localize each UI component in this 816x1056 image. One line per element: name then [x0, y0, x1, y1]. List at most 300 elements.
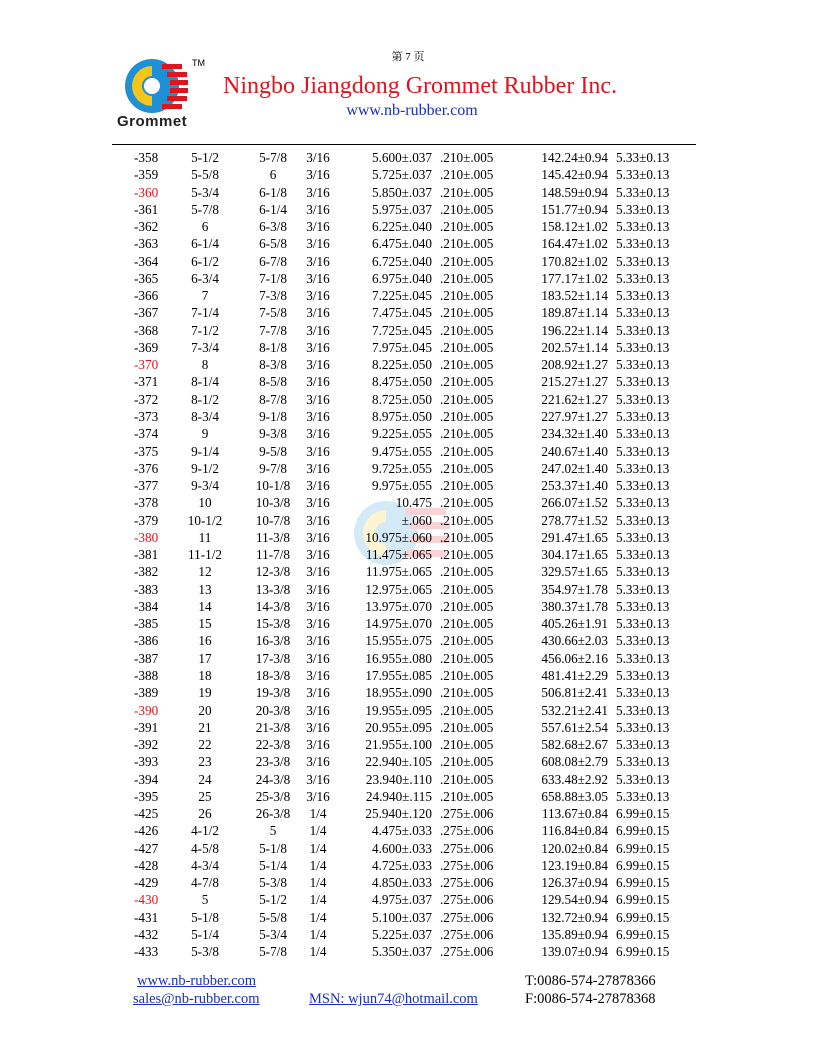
row-cross-section-mm: 5.33±0.13: [616, 236, 670, 252]
row-id-decimal: 4.725±.033: [372, 857, 432, 873]
table-row: [0, 235, 816, 252]
row-cross-section-mm: 5.33±0.13: [616, 771, 670, 787]
row-width-inch: 3/16: [306, 426, 330, 442]
row-inner-diameter-inch: 5-5/8: [191, 167, 219, 183]
row-inner-diameter-inch: 8-1/4: [191, 374, 219, 390]
row-outer-diameter-inch: 8-3/8: [259, 357, 287, 373]
row-width-inch: 3/16: [306, 270, 330, 286]
row-id-mm: 658.88±3.05: [541, 788, 608, 804]
row-id-decimal: 19.955±.095: [365, 702, 432, 718]
row-inner-diameter-inch: 6: [201, 219, 209, 235]
row-cross-section-mm: 5.33±0.13: [616, 253, 670, 269]
row-width-inch: 3/16: [306, 443, 330, 459]
row-cross-section-mm: 5.33±0.13: [616, 754, 670, 770]
table-row: [0, 943, 816, 960]
row-id-mm: 380.37±1.78: [541, 598, 608, 614]
row-cross-section-mm: 5.33±0.13: [616, 426, 670, 442]
table-row: [0, 339, 816, 356]
row-id-decimal: 9.725±.055: [372, 460, 432, 476]
row-width-inch: 3/16: [306, 616, 330, 632]
row-id-decimal: 6.975±.040: [372, 270, 432, 286]
row-width-inch: 1/4: [309, 926, 327, 942]
row-id-mm: 116.84±0.84: [541, 823, 608, 839]
row-inner-diameter-inch: 4-5/8: [191, 840, 219, 856]
row-cross-section-inch: .275±.006: [440, 944, 494, 960]
row-id-decimal: 7.725±.045: [372, 322, 432, 338]
row-id-mm: 405.26±1.91: [541, 616, 608, 632]
row-cross-section-mm: 5.33±0.13: [616, 702, 670, 718]
row-part-number: -381: [134, 547, 159, 563]
row-id-decimal: 15.955±.075: [365, 633, 432, 649]
row-inner-diameter-inch: 14: [198, 598, 212, 614]
row-cross-section-inch: .210±.005: [440, 737, 494, 753]
row-cross-section-inch: .210±.005: [440, 184, 494, 200]
table-row: [0, 563, 816, 580]
row-inner-diameter-inch: 8-3/4: [191, 408, 219, 424]
row-cross-section-inch: .210±.005: [440, 702, 494, 718]
row-cross-section-mm: 5.33±0.13: [616, 495, 670, 511]
table-row: [0, 702, 816, 719]
footer-msn-link[interactable]: MSN: wjun74@hotmail.com: [309, 991, 478, 1007]
row-cross-section-inch: .210±.005: [440, 391, 494, 407]
row-width-inch: 1/4: [309, 806, 327, 822]
row-part-number: -383: [134, 581, 159, 597]
table-row: [0, 287, 816, 304]
row-width-inch: 1/4: [309, 892, 327, 908]
row-id-mm: 142.24±0.94: [541, 150, 608, 165]
row-cross-section-inch: .210±.005: [440, 478, 494, 494]
footer-telephone: T:0086-574-27878366: [525, 973, 656, 989]
oring-size-table: [0, 149, 816, 960]
row-cross-section-inch: .210±.005: [440, 305, 494, 321]
row-part-number: -366: [134, 288, 159, 304]
table-row: [0, 184, 816, 201]
row-cross-section-mm: 5.33±0.13: [616, 167, 670, 183]
row-inner-diameter-inch: 9-1/4: [191, 443, 219, 459]
table-row: [0, 149, 816, 166]
row-cross-section-inch: .210±.005: [440, 374, 494, 390]
row-inner-diameter-inch: 8: [201, 357, 209, 373]
table-row: [0, 391, 816, 408]
row-inner-diameter-inch: 24: [198, 771, 212, 787]
row-id-decimal: ±.060: [401, 512, 432, 528]
row-outer-diameter-inch: 24-3/8: [255, 771, 291, 787]
row-outer-diameter-inch: 23-3/8: [255, 754, 291, 770]
row-outer-diameter-inch: 17-3/8: [255, 650, 291, 666]
row-inner-diameter-inch: 11-1/2: [188, 547, 222, 563]
row-id-mm: 123.19±0.84: [541, 857, 608, 873]
row-width-inch: 1/4: [309, 857, 327, 873]
row-width-inch: 3/16: [306, 478, 330, 494]
row-cross-section-mm: 6.99±0.15: [616, 857, 670, 873]
table-row: [0, 253, 816, 270]
row-outer-diameter-inch: 5-3/4: [259, 926, 287, 942]
table-row: [0, 166, 816, 183]
row-outer-diameter-inch: 18-3/8: [255, 667, 291, 683]
row-width-inch: 3/16: [306, 667, 330, 683]
header-divider: [112, 144, 696, 145]
row-id-decimal: 8.225±.050: [372, 357, 432, 373]
row-id-decimal: 22.940±.105: [365, 754, 432, 770]
row-part-number: -432: [134, 926, 159, 942]
row-width-inch: 3/16: [306, 460, 330, 476]
table-row: [0, 581, 816, 598]
row-outer-diameter-inch: 7-1/8: [259, 270, 287, 286]
row-part-number: -395: [134, 788, 159, 804]
row-width-inch: 3/16: [306, 702, 330, 718]
row-cross-section-mm: 5.33±0.13: [616, 219, 670, 235]
row-outer-diameter-inch: 6-1/4: [259, 201, 287, 217]
row-width-inch: 3/16: [306, 357, 330, 373]
row-part-number: -429: [134, 875, 159, 891]
footer-email-link[interactable]: sales@nb-rubber.com: [133, 991, 260, 1007]
row-id-decimal: 5.975±.037: [372, 201, 432, 217]
row-id-decimal: 4.850±.033: [372, 875, 432, 891]
row-id-decimal: 6.725±.040: [372, 253, 432, 269]
row-id-decimal: 7.975±.045: [372, 339, 432, 355]
row-inner-diameter-inch: 20: [198, 702, 212, 718]
row-id-mm: 158.12±1.02: [541, 219, 608, 235]
row-inner-diameter-inch: 5-1/2: [191, 150, 219, 165]
row-id-decimal: 8.975±.050: [372, 408, 432, 424]
row-part-number: -368: [134, 322, 159, 338]
row-width-inch: 3/16: [306, 495, 330, 511]
row-id-mm: 177.17±1.02: [541, 270, 608, 286]
trademark-mark: TM: [192, 58, 205, 68]
row-width-inch: 3/16: [306, 150, 330, 165]
row-inner-diameter-inch: 4-7/8: [191, 875, 219, 891]
row-part-number: -425: [134, 806, 159, 822]
row-outer-diameter-inch: 9-7/8: [259, 460, 287, 476]
table-row: [0, 408, 816, 425]
row-part-number: -375: [134, 443, 159, 459]
row-part-number: -384: [134, 598, 159, 614]
row-width-inch: 3/16: [306, 737, 330, 753]
row-cross-section-inch: .210±.005: [440, 512, 494, 528]
row-cross-section-inch: .210±.005: [440, 167, 494, 183]
row-inner-diameter-inch: 9: [201, 426, 209, 442]
row-width-inch: 3/16: [306, 788, 330, 804]
row-cross-section-mm: 6.99±0.15: [616, 823, 670, 839]
table-row: [0, 598, 816, 615]
row-width-inch: 1/4: [309, 823, 327, 839]
row-outer-diameter-inch: 14-3/8: [255, 598, 291, 614]
row-outer-diameter-inch: 10-7/8: [255, 512, 291, 528]
row-inner-diameter-inch: 6-1/4: [191, 236, 219, 252]
row-cross-section-mm: 5.33±0.13: [616, 150, 670, 165]
row-cross-section-mm: 6.99±0.15: [616, 892, 670, 908]
row-cross-section-mm: 5.33±0.13: [616, 374, 670, 390]
row-inner-diameter-inch: 9-3/4: [191, 478, 219, 494]
row-cross-section-mm: 5.33±0.13: [616, 581, 670, 597]
row-id-mm: 532.21±2.41: [541, 702, 608, 718]
row-inner-diameter-inch: 5: [201, 892, 209, 908]
table-row: [0, 615, 816, 632]
row-outer-diameter-inch: 16-3/8: [255, 633, 291, 649]
row-cross-section-inch: .210±.005: [440, 564, 494, 580]
row-id-mm: 291.47±1.65: [541, 529, 608, 545]
row-inner-diameter-inch: 12: [198, 564, 212, 580]
table-row: [0, 529, 816, 546]
header-website: www.nb-rubber.com: [346, 102, 478, 119]
row-outer-diameter-inch: 15-3/8: [255, 616, 291, 632]
row-part-number: -373: [134, 408, 159, 424]
row-cross-section-inch: .210±.005: [440, 288, 494, 304]
row-id-decimal: 21.955±.100: [365, 737, 432, 753]
row-id-decimal: 11.475±.065: [365, 547, 432, 563]
table-row: [0, 822, 816, 839]
row-outer-diameter-inch: 11-3/8: [256, 529, 290, 545]
row-id-decimal: 18.955±.090: [365, 685, 432, 701]
row-outer-diameter-inch: 9-1/8: [259, 408, 287, 424]
row-width-inch: 3/16: [306, 391, 330, 407]
row-width-inch: 3/16: [306, 253, 330, 269]
row-width-inch: 3/16: [306, 581, 330, 597]
table-row: [0, 891, 816, 908]
row-cross-section-inch: .275±.006: [440, 857, 494, 873]
row-part-number: -376: [134, 460, 159, 476]
row-cross-section-mm: 5.33±0.13: [616, 460, 670, 476]
row-part-number: -378: [134, 495, 159, 511]
row-outer-diameter-inch: 21-3/8: [255, 719, 291, 735]
row-id-decimal: 16.955±.080: [365, 650, 432, 666]
row-cross-section-inch: .210±.005: [440, 236, 494, 252]
row-inner-diameter-inch: 19: [198, 685, 212, 701]
footer-website-link[interactable]: www.nb-rubber.com: [137, 973, 257, 989]
row-part-number: -390: [134, 702, 159, 718]
row-cross-section-inch: .275±.006: [440, 926, 494, 942]
row-cross-section-mm: 5.33±0.13: [616, 270, 670, 286]
row-id-mm: 151.77±0.94: [541, 201, 608, 217]
row-id-mm: 170.82±1.02: [541, 253, 608, 269]
row-outer-diameter-inch: 5-3/8: [259, 875, 287, 891]
row-inner-diameter-inch: 6-1/2: [191, 253, 219, 269]
row-width-inch: 1/4: [309, 944, 327, 960]
row-cross-section-mm: 5.33±0.13: [616, 633, 670, 649]
row-cross-section-inch: .210±.005: [440, 426, 494, 442]
row-outer-diameter-inch: 25-3/8: [255, 788, 291, 804]
row-inner-diameter-inch: 7: [201, 288, 209, 304]
row-outer-diameter-inch: 10-3/8: [255, 495, 291, 511]
row-cross-section-mm: 5.33±0.13: [616, 650, 670, 666]
row-inner-diameter-inch: 10-1/2: [187, 512, 223, 528]
row-part-number: -385: [134, 616, 159, 632]
row-id-decimal: 10.475: [395, 495, 432, 511]
row-inner-diameter-inch: 7-3/4: [191, 339, 219, 355]
row-id-mm: 278.77±1.52: [541, 512, 608, 528]
table-row: [0, 373, 816, 390]
row-id-mm: 481.41±2.29: [541, 667, 608, 683]
row-inner-diameter-inch: 10: [198, 495, 212, 511]
row-id-mm: 247.02±1.40: [541, 460, 608, 476]
row-cross-section-mm: 5.33±0.13: [616, 564, 670, 580]
row-outer-diameter-inch: 13-3/8: [255, 581, 291, 597]
row-cross-section-inch: .210±.005: [440, 270, 494, 286]
table-row: [0, 460, 816, 477]
row-id-decimal: 9.975±.055: [372, 478, 432, 494]
table-row: [0, 270, 816, 287]
row-id-decimal: 24.940±.115: [365, 788, 432, 804]
row-inner-diameter-inch: 13: [198, 581, 212, 597]
row-outer-diameter-inch: 5-1/4: [259, 857, 287, 873]
table-row: [0, 443, 816, 460]
row-outer-diameter-inch: 12-3/8: [255, 564, 291, 580]
row-cross-section-inch: .210±.005: [440, 408, 494, 424]
row-inner-diameter-inch: 25: [198, 788, 212, 804]
row-cross-section-mm: 5.33±0.13: [616, 685, 670, 701]
row-cross-section-inch: .210±.005: [440, 598, 494, 614]
row-id-mm: 456.06±2.16: [541, 650, 608, 666]
row-id-mm: 354.97±1.78: [541, 581, 608, 597]
table-row: [0, 684, 816, 701]
row-part-number: -362: [134, 219, 159, 235]
table-row: [0, 719, 816, 736]
row-id-decimal: 17.955±.085: [365, 667, 432, 683]
row-outer-diameter-inch: 5-5/8: [259, 909, 287, 925]
row-inner-diameter-inch: 26: [198, 806, 212, 822]
row-part-number: -374: [134, 426, 159, 442]
row-outer-diameter-inch: 8-7/8: [259, 391, 287, 407]
row-id-decimal: 4.600±.033: [372, 840, 432, 856]
row-outer-diameter-inch: 5-7/8: [259, 150, 287, 165]
row-id-decimal: 5.600±.037: [372, 150, 432, 165]
row-cross-section-mm: 5.33±0.13: [616, 408, 670, 424]
row-outer-diameter-inch: 8-5/8: [259, 374, 287, 390]
row-outer-diameter-inch: 19-3/8: [255, 685, 291, 701]
row-outer-diameter-inch: 6-5/8: [259, 236, 287, 252]
row-cross-section-mm: 5.33±0.13: [616, 288, 670, 304]
row-part-number: -363: [134, 236, 159, 252]
table-row: [0, 322, 816, 339]
row-cross-section-mm: 6.99±0.15: [616, 806, 670, 822]
row-part-number: -427: [134, 840, 159, 856]
row-id-mm: 202.57±1.14: [541, 339, 608, 355]
row-cross-section-inch: .210±.005: [440, 581, 494, 597]
row-width-inch: 3/16: [306, 771, 330, 787]
row-part-number: -388: [134, 667, 159, 683]
row-outer-diameter-inch: 7-7/8: [259, 322, 287, 338]
row-part-number: -358: [134, 150, 159, 165]
row-id-mm: 227.97±1.27: [541, 408, 608, 424]
row-id-mm: 608.08±2.79: [541, 754, 608, 770]
table-row: [0, 356, 816, 373]
row-id-mm: 557.61±2.54: [541, 719, 608, 735]
row-id-mm: 430.66±2.03: [541, 633, 608, 649]
row-outer-diameter-inch: 9-3/8: [259, 426, 287, 442]
row-id-mm: 196.22±1.14: [541, 322, 608, 338]
row-cross-section-mm: 6.99±0.15: [616, 926, 670, 942]
row-part-number: -431: [134, 909, 159, 925]
row-width-inch: 1/4: [309, 840, 327, 856]
row-part-number: -430: [134, 892, 159, 908]
row-part-number: -428: [134, 857, 159, 873]
row-cross-section-mm: 6.99±0.15: [616, 944, 670, 960]
row-part-number: -393: [134, 754, 159, 770]
row-outer-diameter-inch: 6: [269, 167, 277, 183]
table-row: [0, 304, 816, 321]
row-cross-section-inch: .210±.005: [440, 443, 494, 459]
table-row: [0, 650, 816, 667]
row-cross-section-inch: .275±.006: [440, 875, 494, 891]
row-id-mm: 208.92±1.27: [541, 357, 608, 373]
row-outer-diameter-inch: 9-5/8: [259, 443, 287, 459]
row-id-mm: 304.17±1.65: [541, 547, 608, 563]
row-cross-section-inch: .210±.005: [440, 460, 494, 476]
row-cross-section-inch: .210±.005: [440, 667, 494, 683]
table-row: [0, 667, 816, 684]
row-id-decimal: 8.725±.050: [372, 391, 432, 407]
row-id-decimal: 10.975±.060: [365, 529, 432, 545]
row-id-decimal: 14.975±.070: [365, 616, 432, 632]
row-inner-diameter-inch: 7-1/2: [191, 322, 219, 338]
row-width-inch: 3/16: [306, 322, 330, 338]
row-part-number: -369: [134, 339, 159, 355]
row-part-number: -361: [134, 201, 159, 217]
row-id-decimal: 5.725±.037: [372, 167, 432, 183]
row-id-mm: 234.32±1.40: [541, 426, 608, 442]
row-id-decimal: 7.475±.045: [372, 305, 432, 321]
table-row: [0, 494, 816, 511]
row-cross-section-mm: 5.33±0.13: [616, 322, 670, 338]
table-row: [0, 512, 816, 529]
row-inner-diameter-inch: 5-1/4: [191, 926, 219, 942]
row-outer-diameter-inch: 22-3/8: [255, 737, 291, 753]
row-part-number: -426: [134, 823, 159, 839]
row-outer-diameter-inch: 20-3/8: [255, 702, 291, 718]
row-inner-diameter-inch: 5-1/8: [191, 909, 219, 925]
row-id-mm: 113.67±0.84: [541, 806, 608, 822]
row-width-inch: 3/16: [306, 288, 330, 304]
row-width-inch: 3/16: [306, 374, 330, 390]
row-cross-section-mm: 5.33±0.13: [616, 305, 670, 321]
row-cross-section-inch: .210±.005: [440, 529, 494, 545]
row-cross-section-inch: .210±.005: [440, 150, 494, 165]
row-cross-section-mm: 5.33±0.13: [616, 443, 670, 459]
row-id-decimal: 5.100±.037: [372, 909, 432, 925]
row-cross-section-inch: .210±.005: [440, 253, 494, 269]
row-width-inch: 3/16: [306, 512, 330, 528]
table-row: [0, 753, 816, 770]
row-cross-section-mm: 5.33±0.13: [616, 737, 670, 753]
row-inner-diameter-inch: 16: [198, 633, 212, 649]
row-part-number: -365: [134, 270, 159, 286]
row-id-mm: 145.42±0.94: [541, 167, 608, 183]
table-row: [0, 546, 816, 563]
row-id-mm: 215.27±1.27: [541, 374, 608, 390]
row-id-decimal: 25.940±.120: [365, 806, 432, 822]
row-cross-section-inch: .210±.005: [440, 633, 494, 649]
row-outer-diameter-inch: 6-3/8: [259, 219, 287, 235]
row-id-decimal: 9.475±.055: [372, 443, 432, 459]
row-cross-section-inch: .210±.005: [440, 650, 494, 666]
row-cross-section-mm: 5.33±0.13: [616, 391, 670, 407]
logo-wordmark: Grommet: [117, 113, 188, 130]
row-id-decimal: 6.225±.040: [372, 219, 432, 235]
row-part-number: -387: [134, 650, 159, 666]
row-width-inch: 1/4: [309, 875, 327, 891]
row-width-inch: 3/16: [306, 305, 330, 321]
row-outer-diameter-inch: 7-3/8: [259, 288, 287, 304]
row-width-inch: 3/16: [306, 219, 330, 235]
row-part-number: -370: [134, 357, 159, 373]
row-cross-section-mm: 6.99±0.15: [616, 875, 670, 891]
row-cross-section-inch: .210±.005: [440, 339, 494, 355]
table-row: [0, 840, 816, 857]
row-cross-section-inch: .210±.005: [440, 754, 494, 770]
row-outer-diameter-inch: 26-3/8: [255, 806, 291, 822]
row-cross-section-mm: 6.99±0.15: [616, 840, 670, 856]
row-inner-diameter-inch: 5-7/8: [191, 201, 219, 217]
